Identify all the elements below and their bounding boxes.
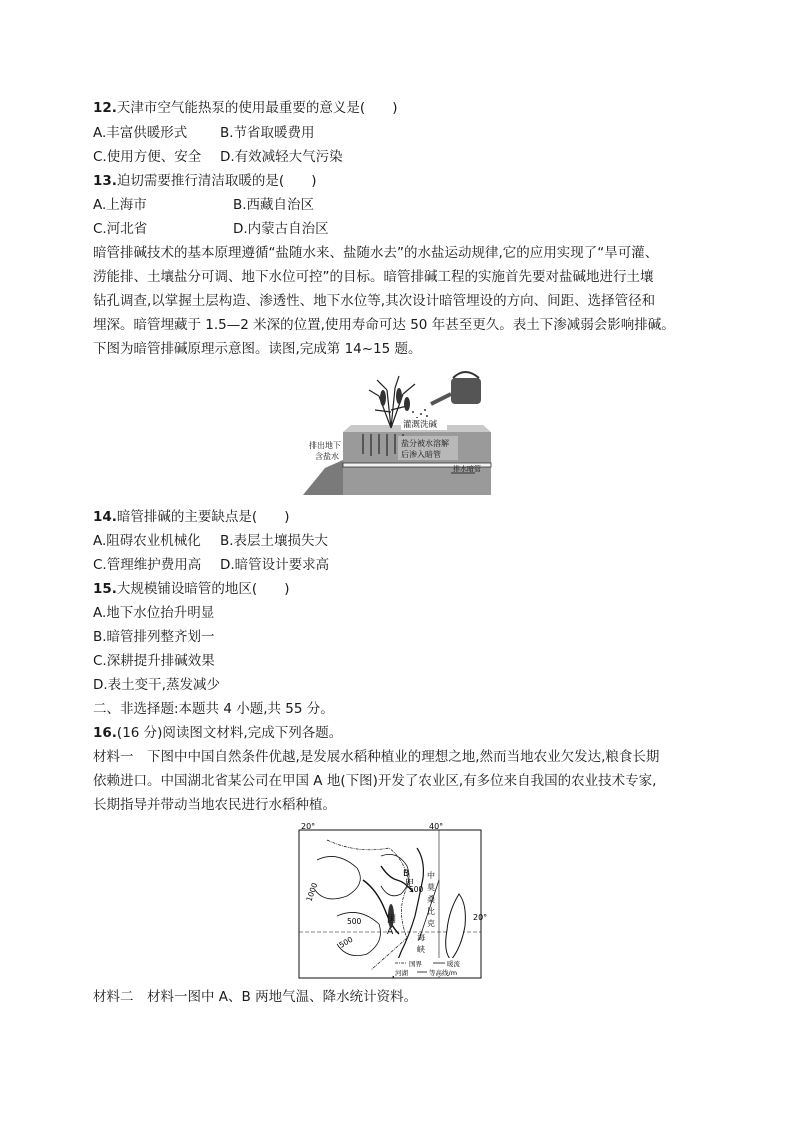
map-legend — [393, 958, 479, 977]
option-d[interactable]: D.有效减轻大气污染 — [220, 149, 343, 165]
option-d[interactable]: D.暗管设计要求高 — [220, 557, 330, 573]
region-label: 海 — [417, 933, 425, 942]
question-12-stem — [93, 99, 397, 117]
option-b[interactable]: B.表层土壤损失大 — [220, 533, 329, 549]
option-b[interactable]: B.西藏自治区 — [233, 197, 315, 213]
question-14-stem — [93, 508, 289, 526]
point-label-a: A — [387, 927, 394, 937]
question-16-stem — [93, 724, 342, 742]
contour-label-500: 500 — [347, 917, 362, 926]
label-wash: 灌溉洗碱 — [403, 420, 438, 430]
passage-line: 涝能排、土壤盐分可调、地下水位可控”的目标。暗管排碱工程的实施首先要对盐碱地进行土壤 — [93, 269, 654, 285]
region-label: 桑 — [427, 895, 435, 904]
section-heading: 二、非选择题:本题共 4 小题,共 55 分。 — [93, 701, 334, 717]
legend-river: 河湖 — [395, 969, 408, 977]
question-13-options-row-2 — [93, 220, 329, 238]
question-text: 暗管排碱的主要缺点是( ) — [116, 509, 290, 525]
legend-contour: 等高线/m — [429, 969, 458, 977]
label-dissolve-2: 后渗入暗管 — [401, 450, 441, 459]
contour-label-1000: 1000 — [304, 881, 320, 903]
material-line: 长期指导并带动当地农民进行水稻种植。 — [93, 797, 336, 813]
region-label: 莫 — [427, 883, 435, 892]
drain-ditch — [303, 460, 343, 495]
country-label-jia: 甲 — [405, 879, 415, 889]
option-a[interactable]: A.阻碍农业机械化 — [93, 533, 201, 549]
question-12-options-row-2 — [93, 148, 343, 166]
option-c[interactable]: C.使用方便、安全 — [93, 149, 202, 165]
point-label-b: B — [403, 869, 410, 879]
label-drain-1: 排出地下 — [309, 441, 341, 450]
region-label: 峡 — [417, 945, 425, 954]
passage-line: 下图为暗管排碱原理示意图。读图,完成第 14~15 题。 — [93, 341, 422, 357]
option-a[interactable]: A.丰富供暖形式 — [93, 125, 188, 141]
lon-label-40: 40° — [429, 822, 444, 831]
lat-label-20: 20° — [473, 913, 488, 922]
material-line: 材料二 材料一图中 A、B 两地气温、降水统计资料。 — [93, 989, 418, 1005]
option-b[interactable]: B.节省取暖费用 — [220, 125, 315, 141]
passage-line: 钻孔调查,以掌握土层构造、渗透性、地下水位等,其次设计暗管埋设的方向、间距、选择管径和 — [93, 293, 656, 309]
option-d[interactable]: D.内蒙古自治区 — [233, 221, 329, 237]
question-number: 15. — [93, 581, 117, 597]
question-text: 大规模铺设暗管的地区( ) — [116, 581, 290, 597]
material-line: 材料一 下图中中国自然条件优越,是发展水稻种植业的理想之地,然而当地农业欠发达,粮食长期 — [93, 749, 660, 765]
legend-border: 国界 — [409, 960, 422, 968]
watering-can-icon — [412, 372, 481, 423]
option-c[interactable]: C.河北省 — [93, 221, 148, 237]
question-15-stem — [93, 580, 289, 598]
option-a[interactable]: A.地下水位抬升明显 — [93, 605, 215, 621]
question-number: 12. — [93, 100, 117, 116]
option-c[interactable]: C.深耕提升排碱效果 — [93, 653, 215, 669]
country-label-guo: 国 — [387, 915, 397, 925]
region-label: 克 — [427, 919, 435, 928]
passage-line: 埋深。暗管埋藏于 1.5—2 米深的位置,使用寿命可达 50 年甚至更久。表土下渗减弱会影响排碱。 — [93, 317, 675, 333]
contour-label-500: 500 — [337, 934, 355, 950]
question-13-stem — [93, 172, 316, 190]
question-number: 16. — [93, 725, 117, 741]
option-c[interactable]: C.管理维护费用高 — [93, 557, 202, 573]
option-b[interactable]: B.暗管排列整齐划一 — [93, 629, 215, 645]
region-label: 中 — [427, 871, 435, 880]
label-dissolve-1: 盐分被水溶解 — [401, 439, 449, 448]
option-a[interactable]: A.上海市 — [93, 197, 147, 213]
question-number: 13. — [93, 173, 117, 189]
label-drain-2: 含盐水 — [315, 452, 339, 461]
question-text: 天津市空气能热泵的使用最重要的意义是( ) — [116, 100, 398, 116]
question-14-options-row-1 — [93, 532, 328, 550]
region-map — [297, 820, 488, 980]
contour-label-500: 500 — [409, 885, 424, 894]
question-14-options-row-2 — [93, 556, 329, 574]
question-text: (16 分)阅读图文材料,完成下列各题。 — [116, 725, 343, 741]
legend-current: 暖流 — [447, 960, 460, 968]
question-13-options-row-1 — [93, 196, 314, 214]
material-line: 依赖进口。中国湖北省某公司在甲国 A 地(下图)开发了农业区,有多位来自我国的农业技术专家, — [93, 773, 657, 789]
option-d[interactable]: D.表土变干,蒸发减少 — [93, 677, 220, 693]
label-pipe: 排水暗管 — [453, 465, 481, 473]
question-number: 14. — [93, 509, 117, 525]
passage-line: 暗管排碱技术的基本原理遵循“盐随水来、盐随水去”的水盐运动规律,它的应用实现了“旱可灌、 — [93, 245, 659, 261]
question-text: 迫切需要推行清洁取暖的是( ) — [116, 173, 317, 189]
question-12-options-row-1 — [93, 124, 315, 142]
lon-label-20: 20° — [301, 822, 316, 831]
drainage-diagram — [303, 370, 491, 500]
region-label: 比 — [427, 907, 435, 916]
